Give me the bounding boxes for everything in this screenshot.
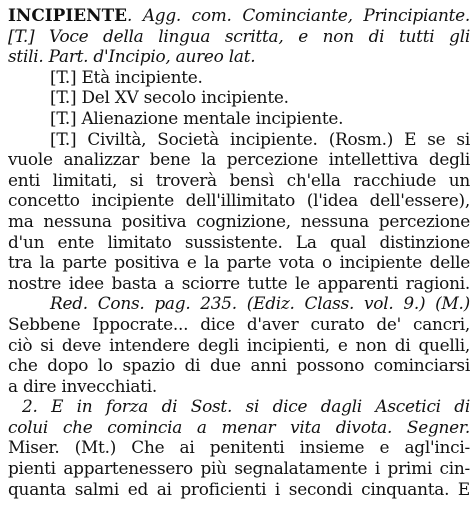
- entry-line-2: [8, 26, 470, 47]
- entry-line-18: [8, 355, 470, 376]
- entry-line-7: [8, 129, 470, 150]
- entry-line-19: [8, 376, 470, 397]
- quotation-line: a dire invecchiati.: [8, 375, 157, 396]
- entry-line-5: [8, 87, 470, 108]
- quotation-line: tra la parte positiva e la parte vota o incipiente delle: [8, 252, 470, 273]
- sense-line: 2. E in forza di Sost. si dice dagli Ascetici di: [22, 396, 470, 417]
- quotation-line: pienti appartenessero più segnalatamente i primi cin-: [8, 458, 470, 479]
- entry-line-11: [8, 211, 470, 232]
- headword: INCIPIENTE: [8, 5, 128, 25]
- entry-line-10: [8, 190, 470, 211]
- entry-line-17: [8, 335, 470, 356]
- entry-line-9: [8, 170, 470, 191]
- quotation-line: quanta salmi ed ai proficienti i secondi cinquanta. E: [8, 478, 470, 499]
- entry-line-15: [8, 293, 470, 314]
- entry-line-22: [8, 437, 470, 458]
- quotation-line: ma nessuna positiva cognizione, nessuna percezione: [8, 210, 470, 231]
- entry-line-24: [8, 479, 470, 500]
- entry-line-3: [8, 46, 470, 67]
- entry-line-8: [8, 149, 470, 170]
- example-line: [T.] Civiltà, Società incipiente. (Rosm.) E se si: [50, 128, 470, 149]
- definition-line: stili. Part. d'Incipio, aureo lat.: [8, 46, 256, 67]
- quotation-line: ciò si deve intendere degli incipienti, e non di quelli,: [8, 334, 470, 355]
- entry-line-14: [8, 273, 470, 294]
- entry-line-20: [8, 396, 470, 417]
- entry-line-16: [8, 314, 470, 335]
- quotation-line: Miser. (Mt.) Che ai penitenti insieme e agl'inci-: [8, 437, 470, 458]
- quotation-line: enti limitati, si troverà bensì ch'ella racchiude un: [8, 169, 470, 190]
- example-line: [T.] Età incipiente.: [50, 66, 203, 87]
- definition-line: [T.] Voce della lingua scritta, e non di tutti gli: [8, 25, 470, 46]
- entry-line-23: [8, 458, 470, 479]
- definition-line: . Agg. com. Cominciante, Principiante.: [127, 5, 470, 25]
- entry-line-13: [8, 252, 470, 273]
- example-line: [T.] Alienazione mentale incipiente.: [50, 107, 344, 128]
- quotation-line: d'un ente limitato sussistente. La qual distinzione: [8, 231, 470, 252]
- citation-line: Red. Cons. pag. 235. (Ediz. Class. vol. 9.) (M.): [50, 293, 470, 314]
- quotation-line: vuole analizzar bene la percezione intellettiva degli: [8, 149, 470, 170]
- entry-line-1: [8, 5, 470, 26]
- entry-line-21: [8, 417, 470, 438]
- quotation-line: nostre idee basta a sciorre tutte le apparenti ragioni.: [8, 272, 470, 293]
- sense-line: colui che comincia a menar vita divota. Segner.: [8, 416, 470, 437]
- entry-line-6: [8, 108, 470, 129]
- entry-line-4: [8, 67, 470, 88]
- quotation-line: che dopo lo spazio di due anni possono cominciarsi: [8, 355, 470, 376]
- quotation-line: concetto incipiente dell'illimitato (l'idea dell'essere),: [8, 190, 470, 211]
- quotation-line: Sebbene Ippocrate... dice d'aver curato de' cancri,: [8, 313, 470, 334]
- entry-line-12: [8, 232, 470, 253]
- example-line: [T.] Del XV secolo incipiente.: [50, 87, 289, 108]
